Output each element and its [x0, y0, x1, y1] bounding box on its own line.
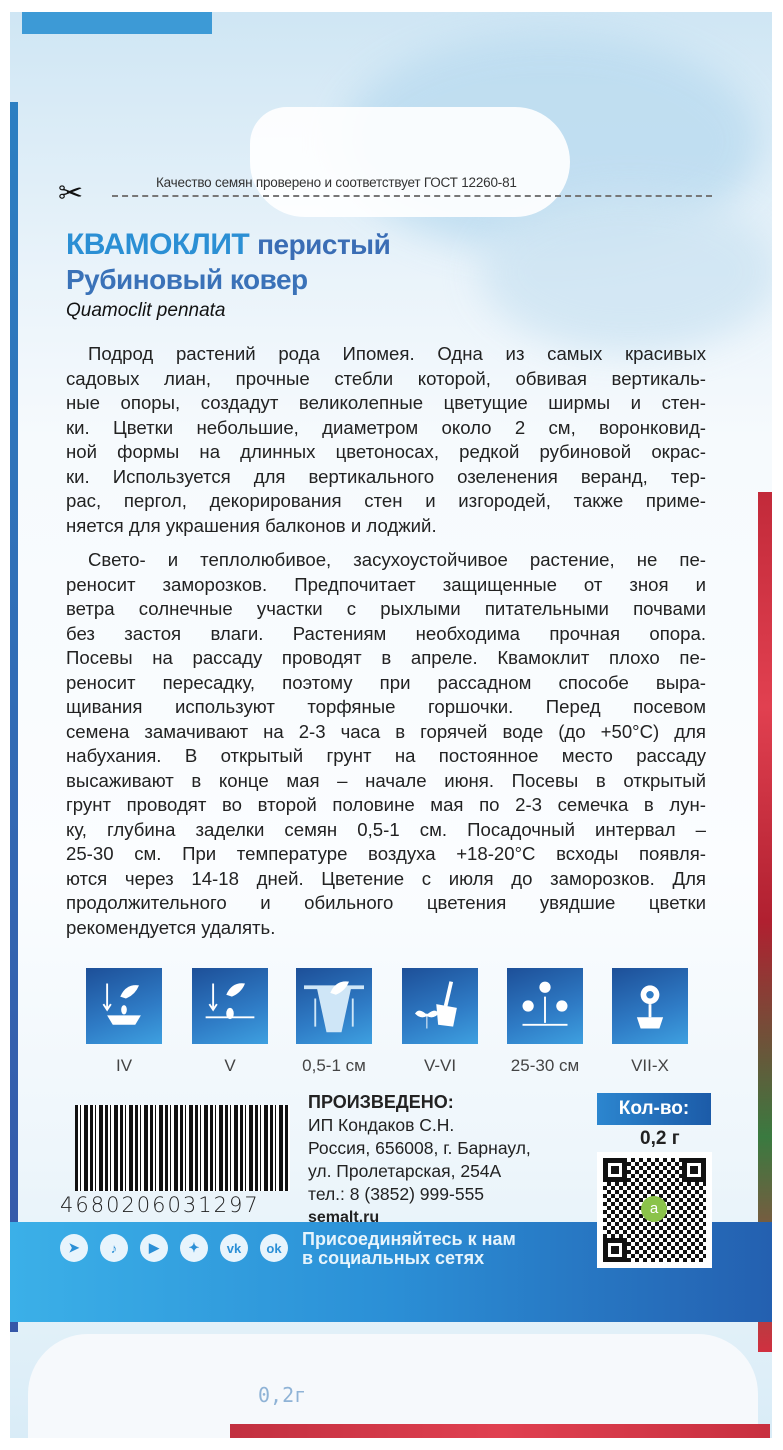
producer-address-2: ул. Пролетарская, 254А [308, 1161, 502, 1181]
weight-stamp: 0,2г [258, 1383, 307, 1407]
description-line: ные опоры, создадут великолепные цветущие ширмы и стен- [66, 392, 706, 413]
latin-name: Quamoclit pennata [66, 300, 226, 321]
vk-icon[interactable]: vk [220, 1234, 248, 1262]
quantity-value: 0,2 г [640, 1128, 680, 1149]
description-line: щивания используют торфяные горшочки. Перед посевом [66, 696, 706, 717]
plant-spacing-icon [507, 968, 583, 1044]
title-species: перистый [257, 229, 391, 260]
growing-icons [86, 968, 686, 1078]
icon-label: V [224, 1056, 236, 1075]
title-main: КВАМОКЛИТ [66, 228, 250, 261]
description-line: продолжительного и обильного цветения увядшие цветки [66, 892, 706, 913]
description-line: реносит заморозков. Предпочитает защищенные от зноя и [66, 573, 706, 595]
sowing-seedlings-icon [86, 968, 162, 1044]
social-line-1: Присоединяйтесь к нам [302, 1229, 516, 1249]
producer-heading: ПРОИЗВЕДЕНО: [308, 1092, 454, 1112]
icon-label: 0,5-1 см [302, 1056, 366, 1075]
description-line: высаживают в конце мая – начале июня. Посевы в открытый [66, 769, 706, 791]
social-line-2: в социальных сетях [302, 1248, 485, 1268]
description-line: ки. Цветки небольшие, диаметром около 2 см, воронковид- [66, 416, 706, 438]
description-line: Свето- и теплолюбивое, засухоустойчивое растение, не пе- [88, 549, 706, 570]
description-line: 25-30 см. При температуре воздуха +18-20°С всходы появля- [66, 843, 706, 864]
brand-logo-icon: a [641, 1196, 667, 1222]
producer-address-1: Россия, 656008, г. Барнаул, [308, 1138, 531, 1158]
barcode-number: 4680206031297 [60, 1193, 260, 1217]
icon-label: V-VI [423, 1056, 457, 1075]
icon-label: 25-30 см [510, 1056, 580, 1075]
description-line: Подрод растений рода Ипомея. Одна из самых красивых [88, 343, 706, 364]
description-line: без застоя влаги. Растениям необходима прочная опора. [66, 622, 706, 644]
bottom-flap [28, 1334, 758, 1438]
telegram-icon[interactable]: ➤ [60, 1234, 88, 1262]
tiktok-icon[interactable]: ♪ [100, 1234, 128, 1262]
left-edge-strip [10, 102, 18, 1332]
icon-label: IV [115, 1056, 133, 1075]
sowing-ground-icon [192, 968, 268, 1044]
description-line: грунт проводят во второй половине мая по 2-3 семечка в лун- [66, 794, 706, 815]
producer-site: semalt.ru [308, 1209, 380, 1226]
description-line: садовых лиан, прочные стебли которой, обвивая вертикаль- [66, 367, 706, 389]
quantity-label: Кол-во: [597, 1093, 711, 1125]
description [66, 342, 706, 940]
hang-hole [250, 107, 570, 217]
cut-line [112, 195, 712, 197]
flower-photo-bottom [230, 1424, 770, 1438]
description-line: ветра солнечные участки с рыхлыми питательными почвами [66, 598, 706, 619]
description-line: Посевы на рассаду проводят в апреле. Квамоклит плохо пе- [66, 647, 706, 668]
description-line: реносит пересадку, поэтому при рассадном способе выра- [66, 671, 706, 693]
description-line: набухания. В открытый грунт на постоянное место рассаду [66, 745, 706, 766]
description-line: ной формы на длинных цветоносах, редкой рубиновой окрас- [66, 441, 706, 462]
description-line: рас, пергол, декорирования стен и изгородей, также приме- [66, 490, 706, 511]
description-line: няется для украшения балконов и лоджий. [66, 514, 437, 536]
flowering-icon [612, 968, 688, 1044]
transplant-icon [402, 968, 478, 1044]
ok-icon[interactable]: ok [260, 1234, 288, 1262]
description-line: ки. Используется для вертикального озеленения веранд, тер- [66, 465, 706, 487]
barcode [75, 1105, 290, 1191]
producer-name: ИП Кондаков С.Н. [308, 1115, 455, 1135]
social-text [302, 1230, 516, 1268]
description-line: семена замачивают на 2-3 часа в горячей воде (до +50°С) для [66, 720, 706, 742]
icon-label: VII-X [631, 1056, 669, 1075]
gost-note: Качество семян проверено и соответствует ГОСТ 12260-81 [156, 175, 517, 190]
variety-name: Рубиновый ковер [66, 264, 308, 295]
qr-code [597, 1152, 712, 1268]
description-line: ются через 14-18 дней. Цветение с июля до заморозков. Для [66, 867, 706, 889]
sowing-depth-icon [296, 968, 372, 1044]
producer-info [308, 1091, 531, 1229]
top-tab [22, 12, 212, 34]
producer-phone: тел.: 8 (3852) 999-555 [308, 1184, 485, 1204]
youtube-icon[interactable]: ▶ [140, 1234, 168, 1262]
description-line: ку, глубина заделки семян 0,5-1 см. Посадочный интервал – [66, 818, 706, 840]
social-icons [60, 1234, 288, 1262]
dzen-icon[interactable]: ✦ [180, 1234, 208, 1262]
product-title [66, 228, 390, 262]
description-line: рекомендуется удалять. [66, 916, 276, 938]
scissors-icon: ✂ [58, 177, 84, 210]
